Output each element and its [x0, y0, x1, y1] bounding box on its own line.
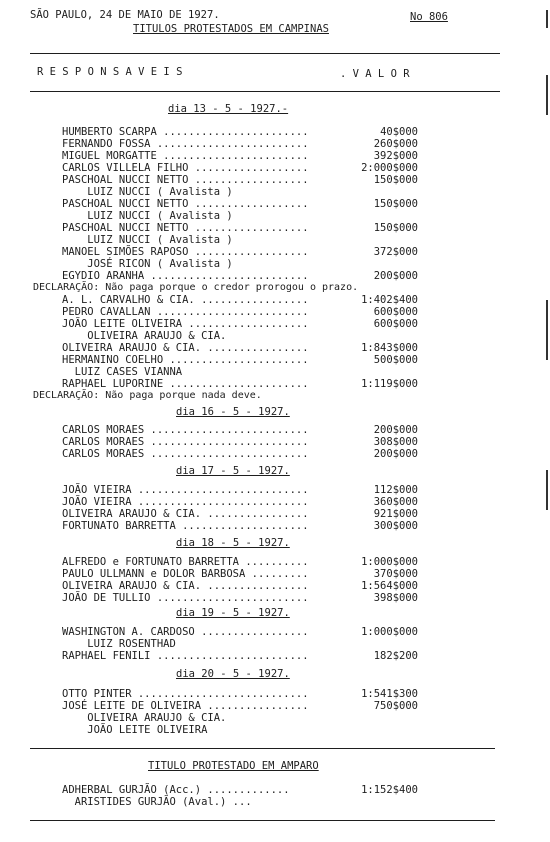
declaration-text: DECLARAÇÃO: Não paga porque o credor prorogou o prazo.	[33, 282, 359, 293]
entry-value: 921$000	[373, 508, 418, 520]
day-heading: dia 17 - 5 - 1927.	[176, 465, 290, 477]
entry-value: 1:152$400	[361, 784, 418, 796]
document-number: No 806	[410, 11, 448, 23]
entry-value: 600$000	[373, 318, 418, 330]
entry-value: 200$000	[373, 270, 418, 282]
entry-value: 600$000	[373, 306, 418, 318]
entry-name: LUIZ NUCCI ( Avalista )	[62, 186, 233, 198]
day-heading: dia 13 - 5 - 1927.-	[168, 103, 289, 115]
entry-value: 1:402$400	[361, 294, 418, 306]
entry-name: ADHERBAL GURJÃO (Acc.) .............	[62, 784, 290, 796]
entry-value: 308$000	[373, 436, 418, 448]
entry-value: 500$000	[373, 354, 418, 366]
entry-name: JOSÉ RICON ( Avalista )	[62, 258, 233, 270]
divider	[30, 91, 500, 92]
divider	[30, 53, 500, 54]
page-edge-mark	[546, 300, 548, 360]
entry-value: 1:119$000	[361, 378, 418, 390]
entry-name: JOÃO DE TULLIO ........................	[62, 592, 309, 604]
entry-name: PASCHOAL NUCCI NETTO ..................	[62, 222, 309, 234]
entry-name: JOÃO VIEIRA ...........................	[62, 484, 309, 496]
entry-name: JOSÉ LEITE DE OLIVEIRA ................	[62, 700, 309, 712]
entry-name: MIGUEL MORGATTE .......................	[62, 150, 309, 162]
entry-name: OLIVEIRA ARAUJO & CIA.	[62, 330, 227, 342]
entry-value: 1:564$000	[361, 580, 418, 592]
entry-value: 150$000	[373, 174, 418, 186]
entry-name: CARLOS MORAES .........................	[62, 436, 309, 448]
entry-name: RAPHAEL LUPORINE ......................	[62, 378, 309, 390]
day-heading: dia 18 - 5 - 1927.	[176, 537, 290, 549]
page-edge-mark	[546, 10, 548, 28]
entry-value: 112$000	[373, 484, 418, 496]
entry-name: RAPHAEL FENILI ........................	[62, 650, 309, 662]
entry-name: OLIVEIRA ARAUJO & CIA. ................	[62, 580, 309, 592]
day-heading: dia 20 - 5 - 1927.	[176, 668, 290, 680]
entry-value: 360$000	[373, 496, 418, 508]
page-edge-mark	[546, 75, 548, 115]
entry-name: LUIZ NUCCI ( Avalista )	[62, 234, 233, 246]
column-valor: . V A L O R	[340, 68, 410, 80]
entry-name: PASCHOAL NUCCI NETTO ..................	[62, 174, 309, 186]
day-heading: dia 16 - 5 - 1927.	[176, 406, 290, 418]
document-title: TITULOS PROTESTADOS EM CAMPINAS	[133, 23, 329, 35]
entry-name: EGYDIO ARANHA .........................	[62, 270, 309, 282]
entry-name: MANOEL SIMÕES RAPOSO ..................	[62, 246, 309, 258]
entry-name: OLIVEIRA ARAUJO & CIA. ................	[62, 508, 309, 520]
day-heading: dia 19 - 5 - 1927.	[176, 607, 290, 619]
entry-value: 150$000	[373, 198, 418, 210]
divider	[30, 820, 495, 821]
entry-value: 182$200	[373, 650, 418, 662]
entry-name: HUMBERTO SCARPA .......................	[62, 126, 309, 138]
entry-name: OLIVEIRA ARAUJO & CIA.	[62, 712, 227, 724]
page-edge-mark	[546, 470, 548, 510]
entry-value: 1:000$000	[361, 626, 418, 638]
entry-value: 260$000	[373, 138, 418, 150]
entry-name: OLIVEIRA ARAUJO & CIA. ................	[62, 342, 309, 354]
entry-name: LUIZ ROSENTHAD	[62, 638, 176, 650]
entry-value: 370$000	[373, 568, 418, 580]
entry-name: LUIZ CASES VIANNA	[62, 366, 183, 378]
entry-name: FERNANDO FOSSA ........................	[62, 138, 309, 150]
entry-value: 1:000$000	[361, 556, 418, 568]
column-responsaveis: R E S P O N S A V E I S	[37, 66, 183, 78]
entry-name: JOÃO VIEIRA ...........................	[62, 496, 309, 508]
section-title: TITULO PROTESTADO EM AMPARO	[148, 760, 319, 772]
entry-name: JOÃO LEITE OLIVEIRA ...................	[62, 318, 309, 330]
entry-value: 1:541$300	[361, 688, 418, 700]
entry-value: 2:000$000	[361, 162, 418, 174]
entry-value: 1:843$000	[361, 342, 418, 354]
entry-value: 300$000	[373, 520, 418, 532]
entry-value: 40$000	[380, 126, 418, 138]
entry-value: 392$000	[373, 150, 418, 162]
entry-value: 200$000	[373, 424, 418, 436]
entry-name: LUIZ NUCCI ( Avalista )	[62, 210, 233, 222]
entry-name: A. L. CARVALHO & CIA. .................	[62, 294, 309, 306]
entry-name: CARLOS VILLELA FILHO ..................	[62, 162, 309, 174]
entry-name: FORTUNATO BARRETTA ....................	[62, 520, 309, 532]
entry-name: ARISTIDES GURJÃO (Aval.) ...	[62, 796, 252, 808]
entry-name: WASHINGTON A. CARDOSO .................	[62, 626, 309, 638]
divider	[30, 748, 495, 749]
entry-name: CARLOS MORAES .........................	[62, 424, 309, 436]
entry-name: PEDRO CAVALLAN ........................	[62, 306, 309, 318]
entry-value: 200$000	[373, 448, 418, 460]
entry-name: PAULO ULLMANN e DOLOR BARBOSA .........	[62, 568, 309, 580]
declaration-text: DECLARAÇÃO: Não paga porque nada deve.	[33, 390, 262, 401]
entry-value: 150$000	[373, 222, 418, 234]
entry-name: ALFREDO e FORTUNATO BARRETTA ..........	[62, 556, 309, 568]
place-date: SÃO PAULO, 24 DE MAIO DE 1927.	[30, 9, 220, 21]
entry-value: 372$000	[373, 246, 418, 258]
entry-value: 398$000	[373, 592, 418, 604]
entry-name: PASCHOAL NUCCI NETTO ..................	[62, 198, 309, 210]
entry-name: JOÃO LEITE OLIVEIRA	[62, 724, 208, 736]
entry-value: 750$000	[373, 700, 418, 712]
entry-name: OTTO PINTER ...........................	[62, 688, 309, 700]
entry-name: HERMANINO COELHO ......................	[62, 354, 309, 366]
entry-name: CARLOS MORAES .........................	[62, 448, 309, 460]
